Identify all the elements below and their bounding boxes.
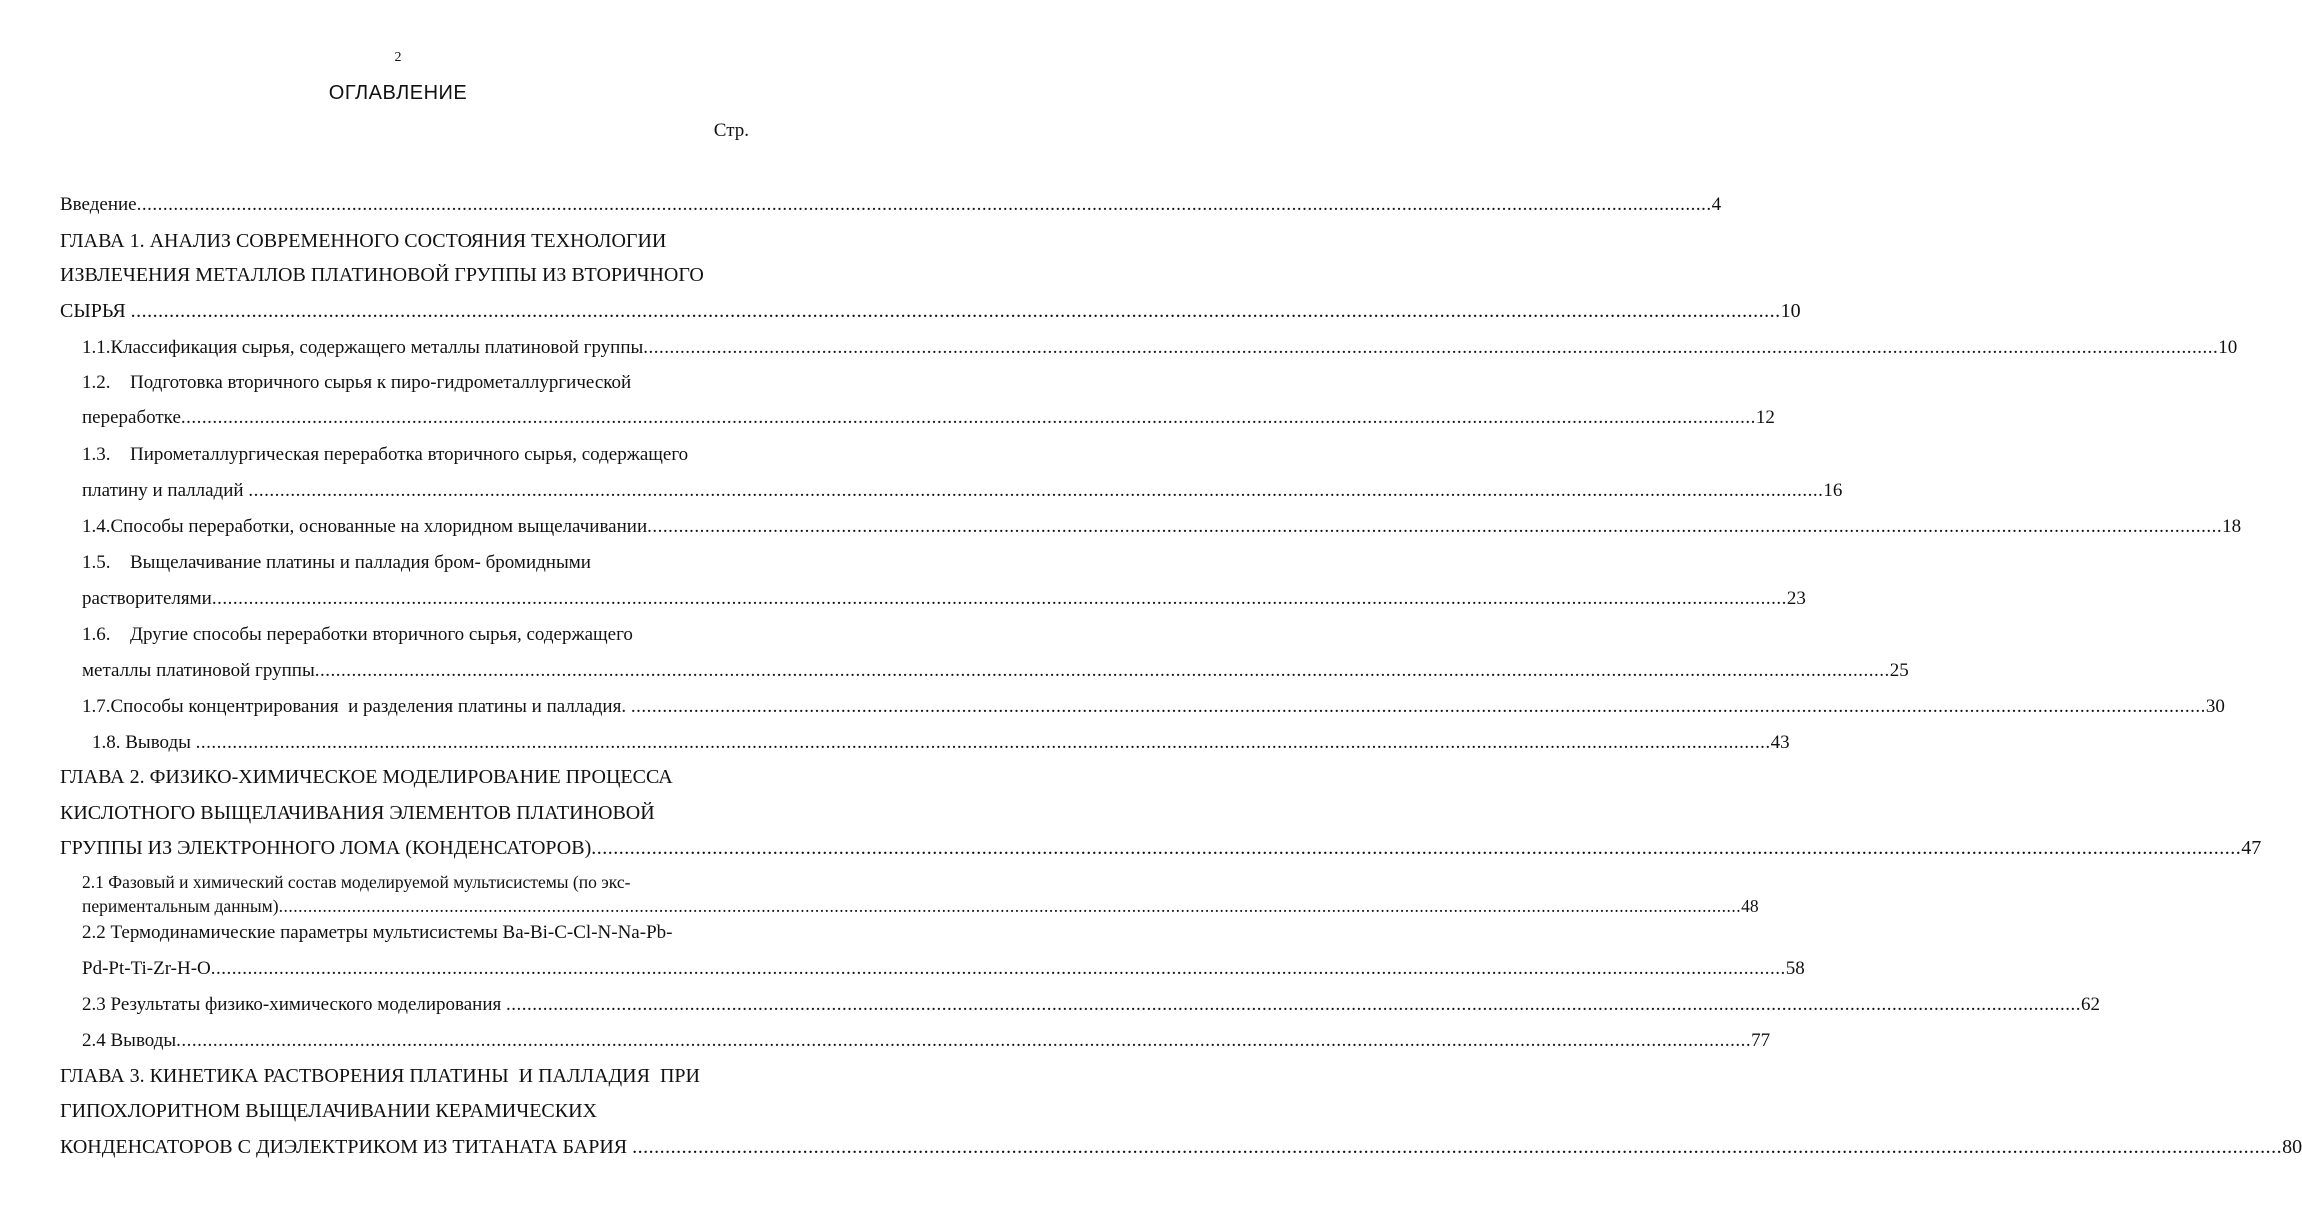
toc-section-number: 1.3. <box>82 444 111 465</box>
toc-leader-dots: ............................................................................................................................................................................................................................................................................................................ <box>210 958 1786 979</box>
toc-entry-text: Пирометаллургическая переработка вторичного сырья, содержащего <box>130 444 689 465</box>
toc-entry-text: Выщелачивание платины и палладия бром- бромидными <box>130 552 591 573</box>
toc-leader-dots: ............................................................................................................................................................................................................................................................................................................ <box>643 337 2219 358</box>
toc-leader-dots: ............................................................................................................................................................................................................................................................................................................ <box>591 837 2242 859</box>
toc-section-1-4[interactable] <box>0 512 2242 542</box>
toc-section-1-1[interactable] <box>0 333 2238 363</box>
toc-chapter-3-line-2[interactable] <box>0 1096 796 1126</box>
toc-leader-dots: ............................................................................................................................................................................................................................................................................................................ <box>630 696 2206 717</box>
toc-chapter-1-line-2[interactable] <box>0 260 796 290</box>
toc-section-1-6-line-2[interactable] <box>0 656 1909 686</box>
toc-section-number: 1.7. <box>82 696 111 717</box>
toc-section-2-1-line-2[interactable] <box>0 894 1759 918</box>
toc-leader-dots: ............................................................................................................................................................................................................................................................................................................ <box>195 732 1771 753</box>
toc-chapter-text: ГЛАВА 3. КИНЕТИКА РАСТВОРЕНИЯ ПЛАТИНЫ И ПАЛЛАДИЯ ПРИ <box>60 1065 700 1087</box>
toc-entry-text: металлы платиновой группы <box>82 660 315 681</box>
toc-leader-dots: ............................................................................................................................................................................................................................................................................................................ <box>136 194 1712 215</box>
toc-page-ref: 18 <box>2222 516 2242 537</box>
toc-section-2-4[interactable] <box>0 1026 1771 1056</box>
toc-chapter-3-line-1[interactable] <box>0 1061 796 1091</box>
toc-entry-text: платину и палладий <box>82 480 249 501</box>
toc-chapter-1-line-1[interactable] <box>0 226 796 256</box>
toc-section-number: 1.1. <box>82 337 111 358</box>
toc-page-ref: 25 <box>1889 660 1909 681</box>
toc-entry-introduction[interactable] <box>0 190 1722 220</box>
toc-section-1-7[interactable] <box>0 692 2225 722</box>
toc-page-ref: 4 <box>1711 194 1722 215</box>
toc-entry-text: 2.3 Результаты физико-химического моделирования <box>82 994 507 1015</box>
toc-section-1-3-line-2[interactable] <box>0 476 1843 506</box>
toc-entry-text: 2.4 Выводы <box>82 1030 177 1051</box>
toc-entry-text: периментальным данным) <box>82 896 279 916</box>
toc-page-ref: 30 <box>2205 696 2225 717</box>
toc-entry-text: переработке <box>82 407 181 428</box>
toc-chapter-text: ГЛАВА 1. АНАЛИЗ СОВРЕМЕННОГО СОСТОЯНИЯ ТЕХНОЛОГИИ <box>60 230 667 252</box>
toc-section-1-2-line-2[interactable] <box>0 403 1775 433</box>
toc-chapter-1-line-3[interactable] <box>0 296 1801 326</box>
toc-leader-dots: ............................................................................................................................................................................................................................................................................................................ <box>180 407 1756 428</box>
toc-section-2-2-line-1[interactable] <box>0 918 796 948</box>
toc-entry-text: 2.1 Фазовый и химический состав моделируемой мультисистемы (по экс- <box>82 872 631 892</box>
toc-section-2-1-line-1[interactable] <box>0 870 796 894</box>
toc-entry-text: Способы переработки, основанные на хлоридном выщелачивании <box>110 516 648 537</box>
toc-entry-text: 1.8. Выводы <box>92 732 196 753</box>
toc-section-1-5-line-2[interactable] <box>0 584 1806 614</box>
toc-page-ref: 80 <box>2282 1136 2302 1158</box>
toc-chapter-text: ГИПОХЛОРИТНОМ ВЫЩЕЛАЧИВАНИИ КЕРАМИЧЕСКИХ <box>60 1100 597 1122</box>
toc-page-ref: 10 <box>2218 337 2238 358</box>
page-column-label: Стр. <box>713 120 749 141</box>
toc-page-ref: 16 <box>1823 480 1843 501</box>
toc-section-2-2-line-2[interactable] <box>0 954 1805 984</box>
toc-chapter-2-line-3[interactable] <box>0 833 2262 863</box>
page-title: ОГЛАВЛЕНИЕ <box>328 82 468 104</box>
toc-entry-text: Способы концентрирования и разделения платины и палладия. <box>110 696 631 717</box>
toc-chapter-text: ИЗВЛЕЧЕНИЯ МЕТАЛЛОВ ПЛАТИНОВОЙ ГРУППЫ ИЗ ВТОРИЧНОГО <box>60 264 704 286</box>
toc-page-ref: 77 <box>1751 1030 1771 1051</box>
toc-chapter-text: ГЛАВА 2. ФИЗИКО-ХИМИЧЕСКОЕ МОДЕЛИРОВАНИЕ ПРОЦЕССА <box>60 766 673 788</box>
toc-chapter-3-line-3[interactable] <box>0 1132 2302 1162</box>
toc-section-number: 1.6. <box>82 624 111 645</box>
toc-section-number: 1.4. <box>82 516 111 537</box>
toc-page-ref: 43 <box>1770 732 1790 753</box>
toc-section-2-3[interactable] <box>0 990 2101 1020</box>
toc-chapter-text: СЫРЬЯ <box>60 300 131 322</box>
toc-page-ref: 58 <box>1785 958 1805 979</box>
toc-section-1-6-line-1[interactable] <box>0 620 796 650</box>
page-number: 2 <box>394 50 402 65</box>
toc-section-1-3-line-1[interactable] <box>0 440 796 470</box>
toc-section-number: 1.5. <box>82 552 111 573</box>
toc-entry-text: 2.2 Термодинамические параметры мультисистемы Ba-Bi-C-Cl-N-Na-Pb- <box>82 922 673 943</box>
toc-page-ref: 23 <box>1786 588 1806 609</box>
toc-entry-text: Введение <box>60 194 137 215</box>
toc-section-1-8[interactable] <box>0 728 1790 758</box>
toc-chapter-2-line-1[interactable] <box>0 762 796 792</box>
toc-leader-dots: ............................................................................................................................................................................................................................................................................................................ <box>176 1030 1752 1051</box>
toc-page-ref: 10 <box>1780 300 1801 322</box>
toc-entry-text: Другие способы переработки вторичного сырья, содержащего <box>130 624 633 645</box>
toc-leader-dots: ............................................................................................................................................................................................................................................................................................................ <box>130 300 1781 322</box>
toc-entry-text: Классификация сырья, содержащего металлы платиновой группы <box>110 337 644 358</box>
toc-page-ref: 62 <box>2081 994 2101 1015</box>
toc-chapter-text: ГРУППЫ ИЗ ЭЛЕКТРОННОГО ЛОМА (КОНДЕНСАТОРОВ) <box>60 837 592 859</box>
toc-leader-dots: ............................................................................................................................................................................................................................................................................................................ <box>632 1136 2283 1158</box>
toc-leader-dots: ............................................................................................................................................................................................................................................................................................................ <box>211 588 1787 609</box>
toc-section-number: 1.2. <box>82 372 111 393</box>
toc-chapter-2-line-2[interactable] <box>0 798 796 828</box>
toc-chapter-text: КИСЛОТНОГО ВЫЩЕЛАЧИВАНИЯ ЭЛЕМЕНТОВ ПЛАТИНОВОЙ <box>60 802 655 824</box>
toc-chapter-text: КОНДЕНСАТОРОВ С ДИЭЛЕКТРИКОМ ИЗ ТИТАНАТА БАРИЯ <box>60 1136 633 1158</box>
toc-page-ref: 48 <box>1741 896 1759 916</box>
toc-page-ref: 12 <box>1755 407 1775 428</box>
toc-entry-text: растворителями <box>82 588 212 609</box>
toc-entry-text: Pd-Pt-Ti-Zr-H-O <box>82 958 211 979</box>
toc-leader-dots: ............................................................................................................................................................................................................................................................................................................ <box>314 660 1890 681</box>
toc-leader-dots: ............................................................................................................................................................................................................................................................................................................ <box>506 994 2082 1015</box>
toc-section-1-2-line-1[interactable] <box>0 368 796 398</box>
toc-leader-dots: ............................................................................................................................................................................................................................................................................................................ <box>647 516 2223 537</box>
toc-leader-dots: ............................................................................................................................................................................................................................................................................................................ <box>248 480 1824 501</box>
toc-page-ref: 47 <box>2241 837 2262 859</box>
toc-section-1-5-line-1[interactable] <box>0 548 796 578</box>
toc-leader-dots: ............................................................................................................................................................................................................................................................................................................ <box>278 896 1742 916</box>
toc-entry-text: Подготовка вторичного сырья к пиро-гидрометаллургической <box>130 372 632 393</box>
